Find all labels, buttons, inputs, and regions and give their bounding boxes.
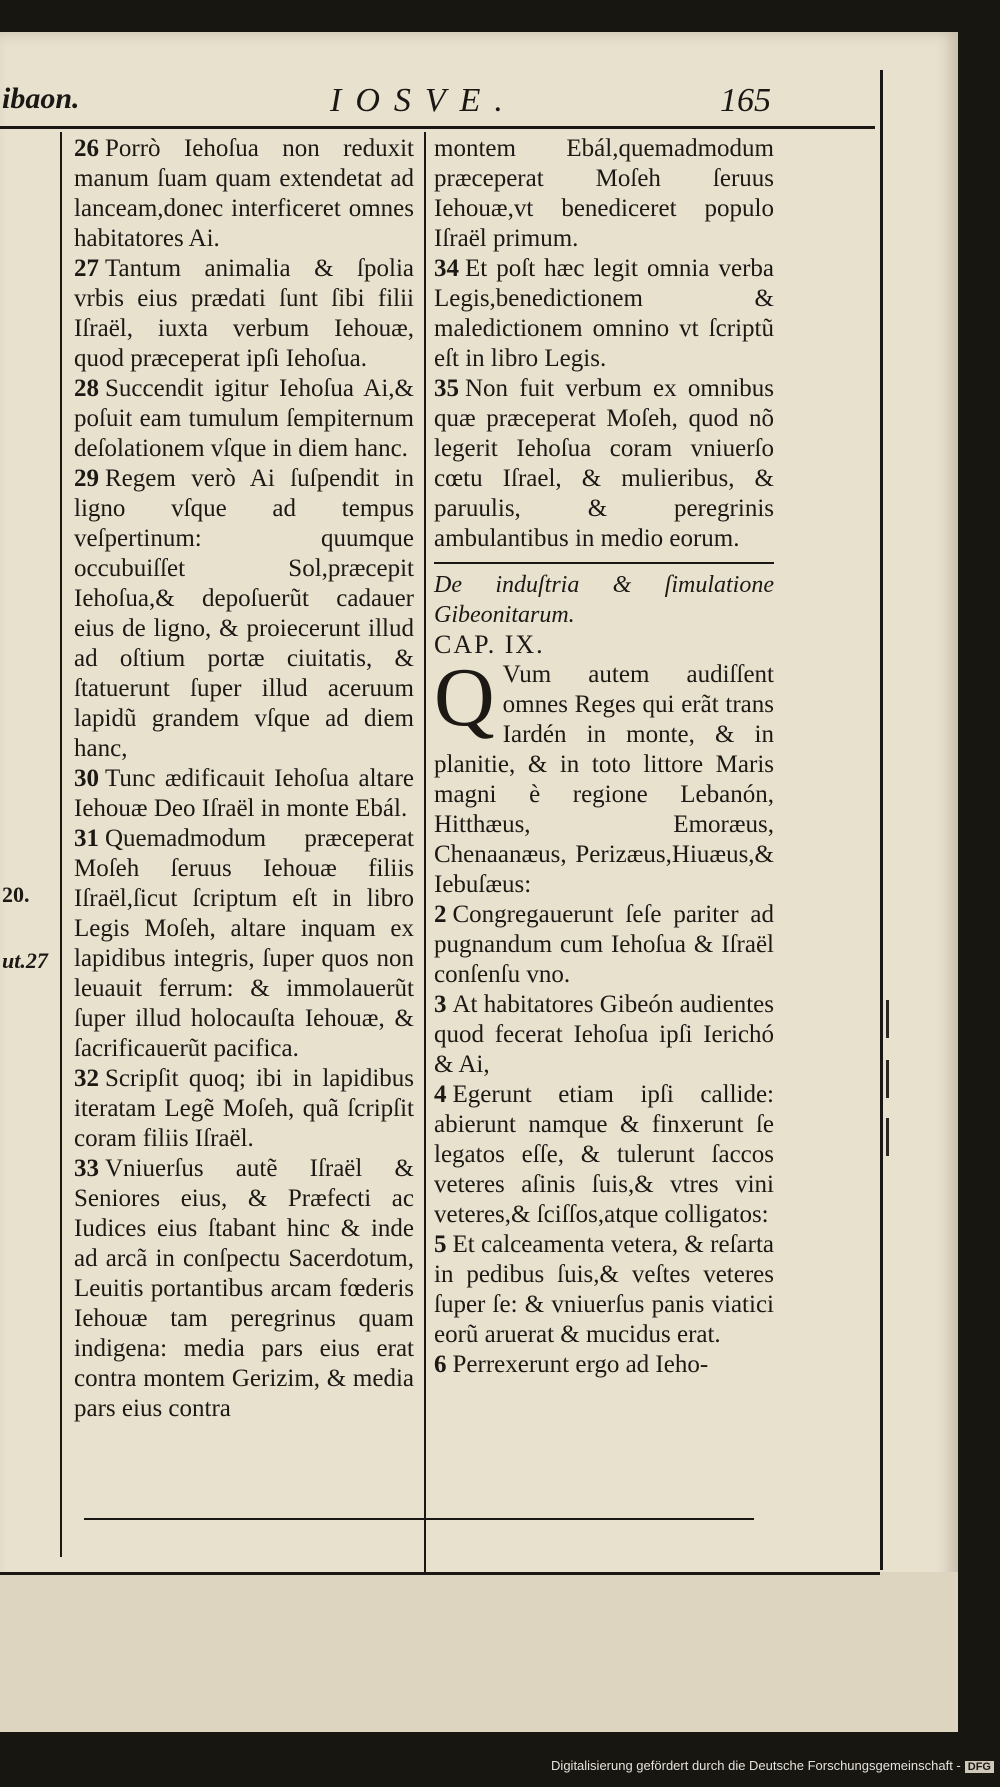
right-text-column: [434, 134, 774, 1380]
verse-number: 32: [74, 1065, 99, 1092]
verse-text: Regem verò Ai ſuſpendit in ligno vſque ad tempus veſpertinum: quumque occubuiſſet Sol,præcepit Iehoſua,& depoſuerũt cadauer eius de ligno, & proiecerunt illud ad oſtium portæ ciuitatis, & ſtatuerunt ſuper illud aceruum lapidũ grandem vſque ad diem hanc,: [74, 465, 414, 762]
page-number: 165: [720, 82, 771, 119]
verse-text: Succendit igitur Iehoſua Ai,& poſuit eam tumulum ſempiternum deſolationem vſque in diem hanc.: [74, 375, 414, 462]
verse: [434, 254, 774, 374]
margin-note: 20.: [2, 882, 30, 907]
verse-number: 6: [434, 1351, 447, 1378]
dfg-logo: DFG: [965, 1761, 994, 1773]
verse-number: 33: [74, 1155, 99, 1182]
verse-text: Tunc ædificauit Iehoſua altare Iehouæ Deo Iſraël in monte Ebál.: [74, 765, 414, 822]
verse-text: Tantum animalia & ſpolia vrbis eius prædati ſunt ſibi filii Iſraël, iuxta verbum Iehouæ, quod præceperat ipſi Iehoſua.: [74, 255, 414, 372]
page-footer-rule: [0, 1572, 880, 1575]
verse-text: At habitatores Gibeón audientes quod fecerat Iehoſua ipſi Ierichó & Ai,: [434, 991, 774, 1078]
verse-text: Vniuerſus autẽ Iſraël & Seniores eius, & Præfecti ac Iudices eius ſtabant hinc & inde ad arcã in conſpectu Sacerdotum, Leuitis portantibus arcam fœderis Iehouæ tam peregrinus quam indigena: media pars eius erat contra montem Gerizim, & media pars eius contra: [74, 1155, 414, 1422]
credit-text: Digitalisierung gefördert durch die Deutsche Forschungsgemeinschaft -: [551, 1758, 961, 1773]
verse-text: montem Ebál,quemadmodum præceperat Moſeh ſeruus Iehouæ,vt benediceret populo Iſraël primum.: [434, 135, 774, 252]
verse-number: 29: [74, 465, 99, 492]
header-left-fragment: ibaon.: [2, 82, 80, 115]
verse-number: 30: [74, 765, 99, 792]
right-margin-rule: [880, 70, 883, 1570]
chapter-label: CAP. IX.: [434, 630, 545, 659]
verse-number: 4: [434, 1081, 447, 1108]
running-header: [0, 82, 958, 122]
edge-tick-mark: [886, 1000, 889, 1038]
verse-text: Perrexerunt ergo ad Ieho-: [452, 1351, 709, 1378]
verse: [74, 824, 414, 1064]
verse-text: Quemadmodum præceperat Moſeh ſeruus Iehouæ filiis Iſraël,ſicut ſcriptum eſt in libro Legis Moſeh, altare inquam ex lapidibus integris, ſuper quos non leuauit ferrum: & immolauerũt ſuper illud holocauſta Iehouæ, & ſacrificauerũt pacifica.: [74, 825, 414, 1062]
section-heading: De induſtria & ſimulatione Gibeonitarum.: [434, 572, 774, 628]
verse: [434, 134, 774, 254]
verse: [74, 374, 414, 464]
verse-text: Egerunt etiam ipſi callide: abierunt namque & finxerunt ſe legatos eſſe, & tulerunt ſaccos veteres aſinis ſuis,& vtres vini veteres,& ſciſſos,atque colligatos:: [434, 1081, 774, 1228]
verse: [434, 651, 774, 900]
verse: [74, 1064, 414, 1154]
verse-number: 28: [74, 375, 99, 402]
page-blank-area: [0, 1572, 958, 1732]
edge-tick-mark: [886, 1118, 889, 1156]
verse: [74, 254, 414, 374]
verse-text: Scripſit quoq; ibi in lapidibus iteratam Legẽ Moſeh, quã ſcripſit coram filiis Iſraël.: [74, 1065, 414, 1152]
verse-number: 26: [74, 135, 99, 162]
section-rule: [434, 562, 774, 564]
verse: [434, 1350, 774, 1380]
verse: [434, 990, 774, 1080]
verse-text: Vum autem audiſſent omnes Reges qui erãt trans Iardén in monte, & in planitie, & in toto littore Maris magni è regione Lebanón, Hitthæus, Emoræus, Chenaanæus, Perizæus,Hiuæus,& Iebuſæus:: [434, 661, 774, 898]
verse: [74, 134, 414, 254]
verse: [434, 374, 774, 554]
verse-text: Et poſt hæc legit omnia verba Legis,benedictionem & maledictionem omnino vt ſcriptũ eſt in libro Legis.: [434, 255, 774, 372]
left-text-column: [74, 134, 414, 1424]
verse-number: 35: [434, 375, 459, 402]
verse: [74, 1154, 414, 1424]
verse-number: 31: [74, 825, 99, 852]
verse: [434, 900, 774, 990]
column-divider-rule: [424, 132, 426, 1572]
drop-cap: Q: [434, 651, 495, 744]
verse-number: 5: [434, 1231, 447, 1258]
left-margin-rule: [60, 132, 62, 1557]
margin-note: ut.27: [2, 948, 48, 973]
text-bottom-rule: [84, 1518, 754, 1520]
verse: [74, 464, 414, 764]
verse-text: Porrò Iehoſua non reduxit manum ſuam quam extendetat ad lanceam,donec interficeret omnes habitatores Ai.: [74, 135, 414, 252]
verse: [434, 1080, 774, 1230]
header-book-title: IOSVE.: [330, 82, 517, 119]
verse-number: 3: [434, 991, 447, 1018]
verse: [74, 764, 414, 824]
verse-text: Et calceamenta vetera, & reſarta in pedibus ſuis,& veſtes veteres ſuper ſe: & vniuerſus panis viatici eorũ aruerat & mucidus erat.: [434, 1231, 774, 1348]
digitization-credit: [551, 1758, 994, 1773]
verse-text: Non fuit verbum ex omnibus quæ præceperat Moſeh, quod nõ legerit Iehoſua coram vniuerſo cœtu Iſrael, & mulieribus, & paruulis, & peregrinis ambulantibus in medio eorum.: [434, 375, 774, 552]
verse: [434, 1230, 774, 1350]
verse-number: 2: [434, 901, 447, 928]
verse-text: Congregauerunt ſeſe pariter ad pugnandum cum Iehoſua & Iſraël conſenſu vno.: [434, 901, 774, 988]
edge-tick-mark: [886, 1060, 889, 1098]
header-rule: [0, 126, 875, 129]
verse-number: 34: [434, 255, 459, 282]
verse-number: 27: [74, 255, 99, 282]
